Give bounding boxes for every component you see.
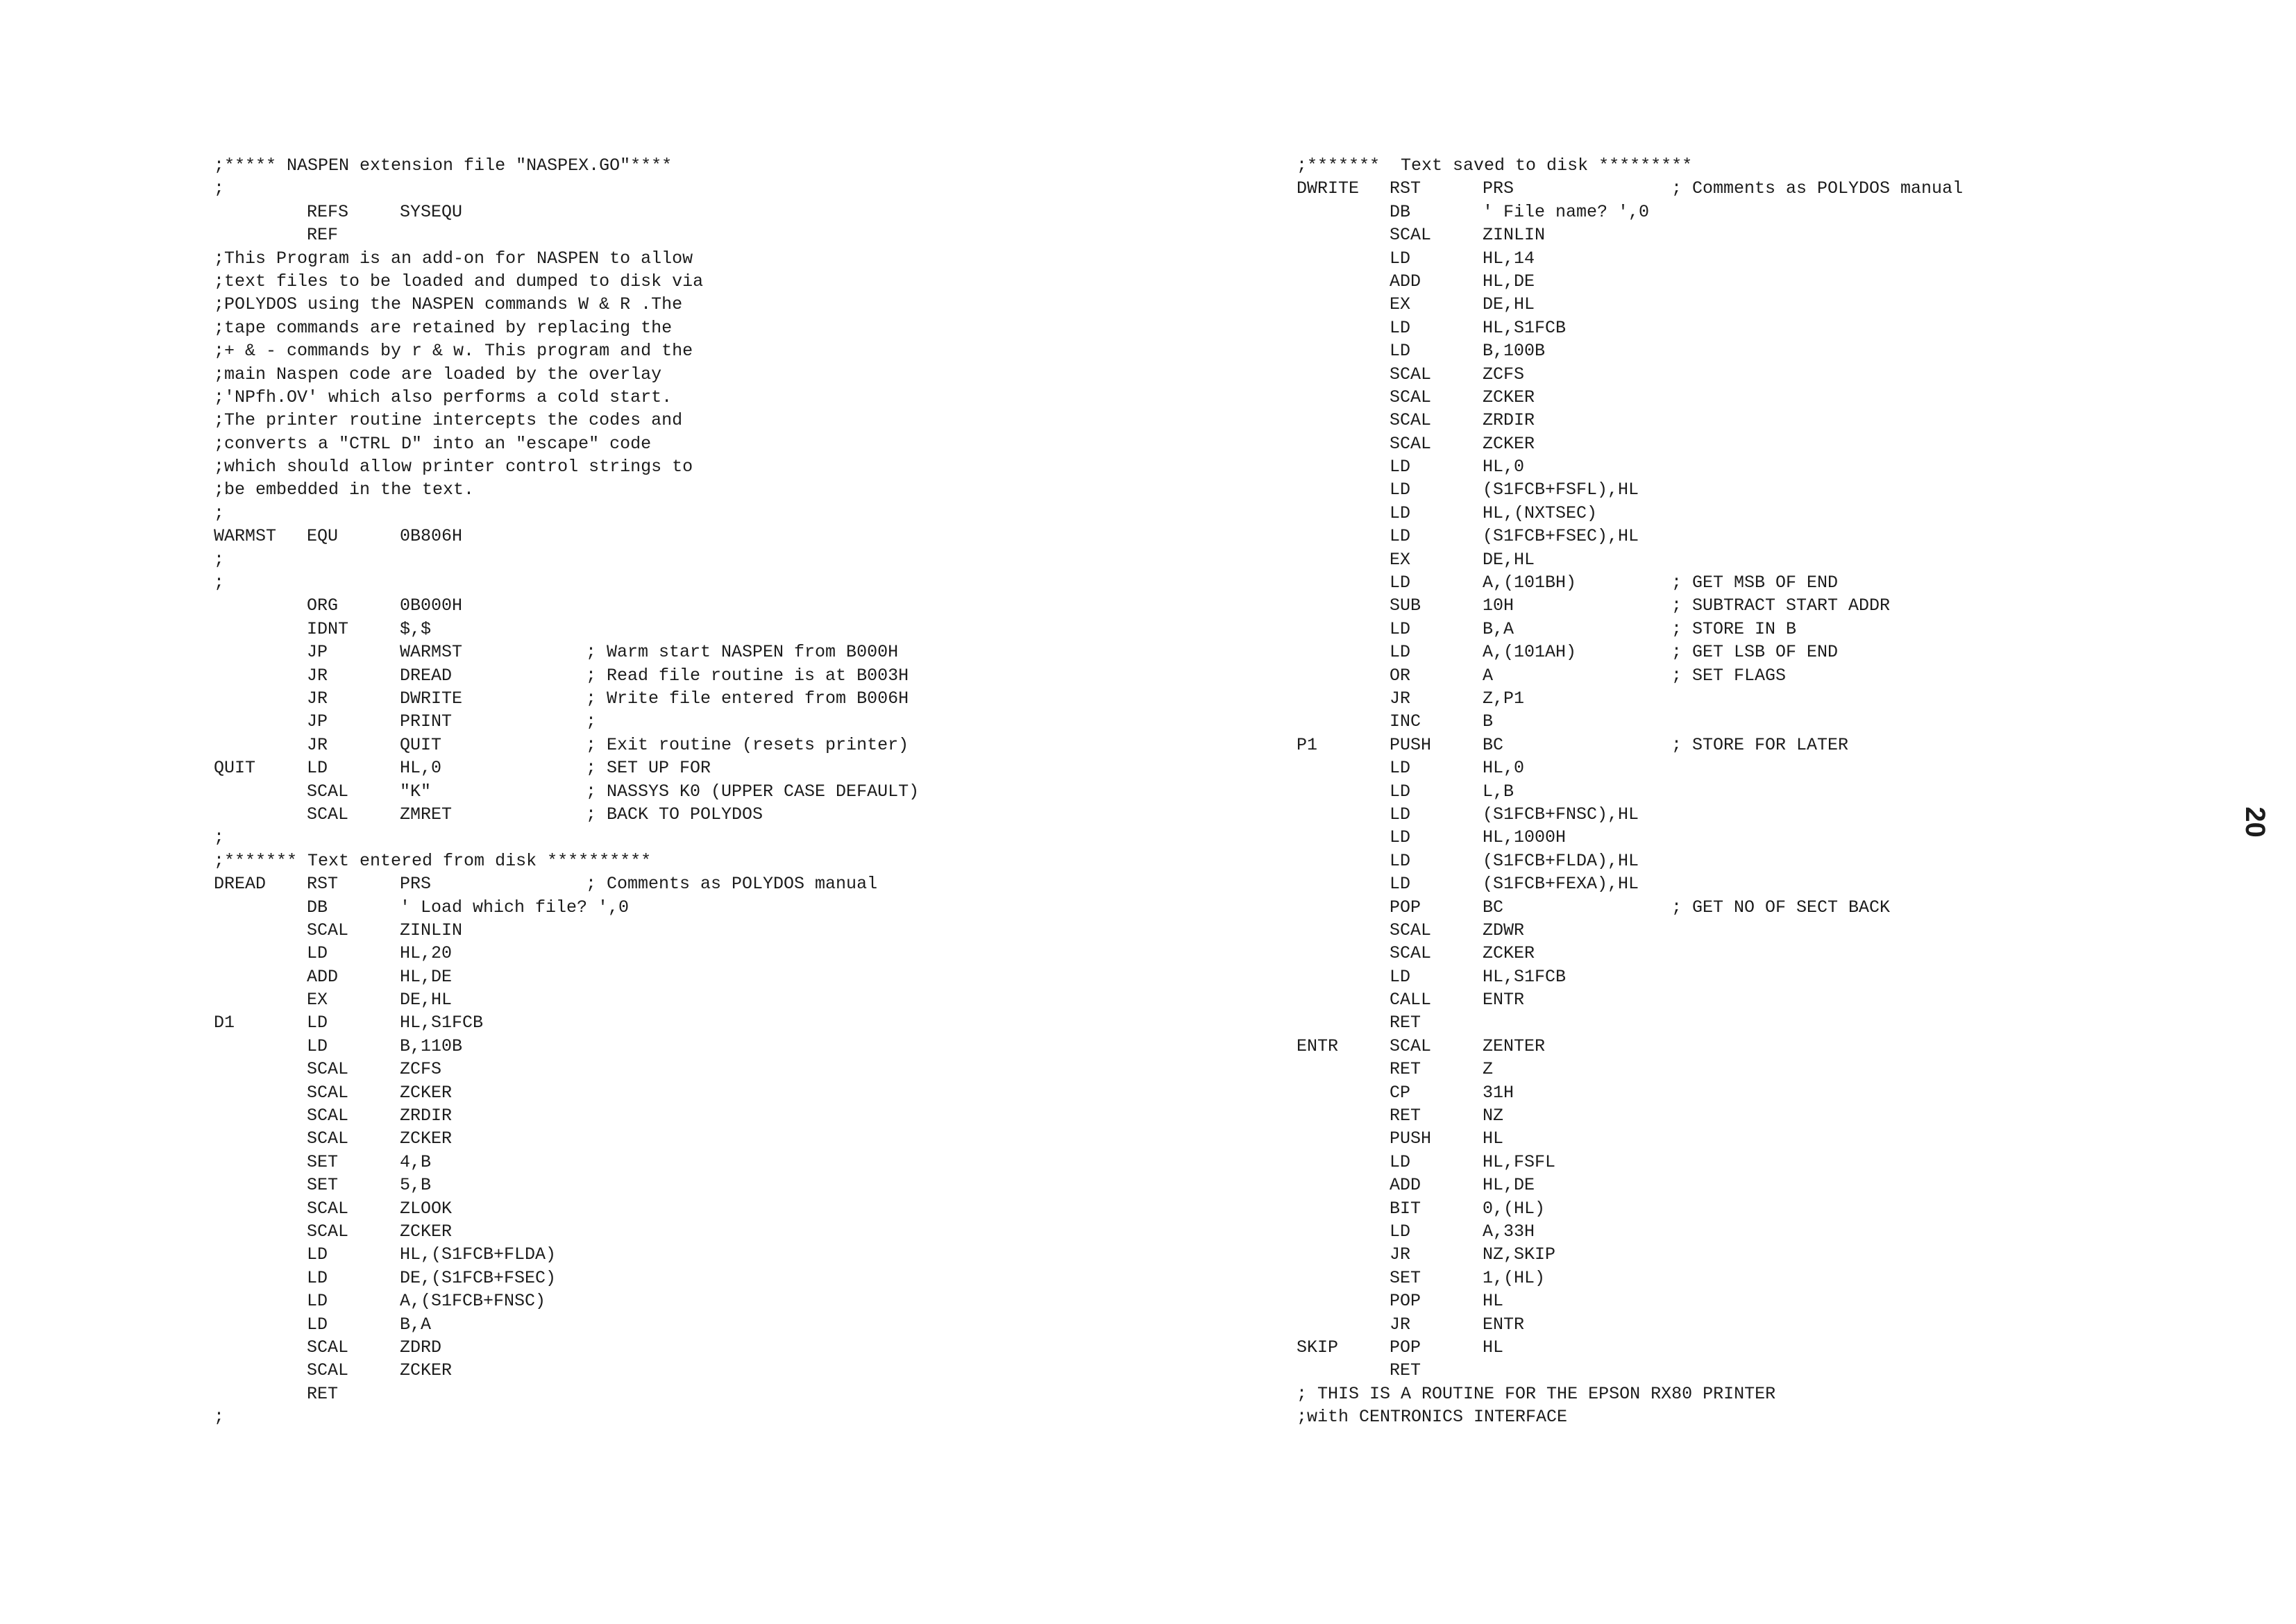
code-comment: ; GET NO OF SECT BACK xyxy=(1671,897,1891,917)
code-comment: ; SUBTRACT START ADDR xyxy=(1671,595,1891,616)
code-operand: ZENTER xyxy=(1483,1035,1546,1056)
code-opcode: EX xyxy=(307,990,328,1010)
comment-text: ;tape commands are retained by replacing the xyxy=(214,317,673,338)
code-opcode: CP xyxy=(1390,1082,1411,1103)
code-operand: HL,0 xyxy=(1483,457,1525,477)
code-operand: ZCFS xyxy=(400,1059,442,1080)
code-opcode: LD xyxy=(1390,758,1411,779)
code-operand: ZCKER xyxy=(1483,387,1535,407)
code-opcode: LD xyxy=(1390,1221,1411,1242)
code-operand: ZINLIN xyxy=(1483,225,1546,246)
code-opcode: LD xyxy=(1390,874,1411,895)
code-opcode: SCAL xyxy=(307,920,349,940)
code-opcode: RET xyxy=(307,1383,339,1404)
code-opcode: JP xyxy=(307,711,328,732)
code-comment: ; SET UP FOR xyxy=(586,758,711,779)
code-label: QUIT xyxy=(214,758,256,779)
comment-text: ; THIS IS A ROUTINE FOR THE EPSON RX80 PRINTER xyxy=(1297,1383,1776,1404)
code-opcode: JR xyxy=(1390,688,1411,709)
comment-text: ;******* Text saved to disk ********* xyxy=(1297,155,1693,176)
code-operand: L,B xyxy=(1483,781,1514,802)
code-opcode: LD xyxy=(307,1267,328,1288)
code-opcode: JR xyxy=(307,665,328,686)
code-operand: A,(S1FCB+FNSC) xyxy=(400,1291,546,1312)
code-label: ENTR xyxy=(1297,1035,1339,1056)
code-opcode: SET xyxy=(307,1175,339,1196)
code-operand: A,(101BH) xyxy=(1483,573,1577,593)
code-comment: ; Comments as POLYDOS manual xyxy=(586,874,878,895)
code-opcode: SCAL xyxy=(307,1128,349,1149)
code-opcode: LD xyxy=(1390,1151,1411,1172)
code-operand: DE,(S1FCB+FSEC) xyxy=(400,1267,557,1288)
code-opcode: LD xyxy=(307,1035,328,1056)
code-operand: HL,S1FCB xyxy=(1483,966,1567,987)
code-opcode: REFS xyxy=(307,201,349,222)
code-operand: 31H xyxy=(1483,1082,1514,1103)
code-operand: (S1FCB+FLDA),HL xyxy=(1483,850,1639,871)
code-operand: DREAD xyxy=(400,665,453,686)
code-opcode: SCAL xyxy=(307,1082,349,1103)
code-opcode: DB xyxy=(307,897,328,917)
code-operand: HL,DE xyxy=(1483,1175,1535,1196)
code-operand: WARMST xyxy=(400,642,463,663)
code-operand: HL xyxy=(1483,1291,1504,1312)
code-operand: HL,0 xyxy=(1483,758,1525,779)
code-operand: ' Load which file? ',0 xyxy=(400,897,630,917)
code-operand: ENTR xyxy=(1483,1314,1525,1335)
code-opcode: CALL xyxy=(1390,990,1432,1010)
code-opcode: SCAL xyxy=(307,781,349,802)
code-operand: 0B806H xyxy=(400,526,463,547)
code-operand: DWRITE xyxy=(400,688,463,709)
code-operand: $,$ xyxy=(400,618,432,639)
code-operand: ZCKER xyxy=(1483,943,1535,964)
code-opcode: LD xyxy=(1390,341,1411,362)
comment-text: ; xyxy=(214,502,225,523)
code-opcode: LD xyxy=(1390,573,1411,593)
code-comment: ; BACK TO POLYDOS xyxy=(586,804,763,824)
code-operand: PRS xyxy=(400,874,432,895)
comment-text: ;POLYDOS using the NASPEN commands W & R .The xyxy=(214,294,683,315)
code-operand: ZCKER xyxy=(400,1082,453,1103)
code-opcode: SCAL xyxy=(1390,920,1432,940)
code-operand: NZ xyxy=(1483,1106,1504,1126)
code-opcode: JR xyxy=(307,688,328,709)
code-opcode: EX xyxy=(1390,294,1411,315)
code-operand: ZCKER xyxy=(400,1360,453,1381)
comment-text: ;with CENTRONICS INTERFACE xyxy=(1297,1407,1568,1428)
code-operand: SYSEQU xyxy=(400,201,463,222)
code-operand: DE,HL xyxy=(1483,549,1535,570)
code-comment: ; SET FLAGS xyxy=(1671,665,1787,686)
code-opcode: LD xyxy=(1390,248,1411,269)
code-operand: (S1FCB+FSEC),HL xyxy=(1483,526,1639,547)
code-opcode: RST xyxy=(307,874,339,895)
code-opcode: SCAL xyxy=(1390,387,1432,407)
code-opcode: LD xyxy=(307,1244,328,1265)
comment-text: ;'NPfh.OV' which also performs a cold start. xyxy=(214,387,673,407)
code-opcode: SCAL xyxy=(307,1059,349,1080)
code-operand: HL,1000H xyxy=(1483,827,1567,848)
code-operand: HL,14 xyxy=(1483,248,1535,269)
code-opcode: ADD xyxy=(1390,271,1421,291)
code-opcode: JR xyxy=(1390,1314,1411,1335)
code-opcode: SCAL xyxy=(307,1198,349,1219)
code-operand: HL,DE xyxy=(1483,271,1535,291)
code-operand: ZCKER xyxy=(400,1221,453,1242)
code-opcode: SCAL xyxy=(307,1337,349,1357)
code-operand: HL,FSFL xyxy=(1483,1151,1556,1172)
code-opcode: ORG xyxy=(307,595,339,616)
code-operand: HL,(NXTSEC) xyxy=(1483,502,1598,523)
comment-text: ; xyxy=(214,178,225,199)
page-number: 20 xyxy=(2239,806,2270,838)
code-opcode: SCAL xyxy=(307,804,349,824)
code-operand: BC xyxy=(1483,734,1504,755)
code-operand: B xyxy=(1483,711,1494,732)
code-opcode: JR xyxy=(1390,1244,1411,1265)
comment-text: ;***** NASPEN extension file "NASPEX.GO"**** xyxy=(214,155,673,176)
code-opcode: LD xyxy=(1390,317,1411,338)
code-comment: ; GET LSB OF END xyxy=(1671,642,1839,663)
code-comment: ; GET MSB OF END xyxy=(1671,573,1839,593)
code-opcode: LD xyxy=(1390,781,1411,802)
comment-text: ;main Naspen code are loaded by the overlay xyxy=(214,364,662,384)
code-operand: QUIT xyxy=(400,734,442,755)
code-operand: Z xyxy=(1483,1059,1494,1080)
code-comment: ; Exit routine (resets printer) xyxy=(586,734,909,755)
code-operand: NZ,SKIP xyxy=(1483,1244,1556,1265)
code-operand: ZDWR xyxy=(1483,920,1525,940)
code-operand: ZCKER xyxy=(400,1128,453,1149)
code-opcode: LD xyxy=(1390,618,1411,639)
code-opcode: IDNT xyxy=(307,618,349,639)
code-operand: ZINLIN xyxy=(400,920,463,940)
code-operand: B,A xyxy=(400,1314,432,1335)
code-operand: ZDRD xyxy=(400,1337,442,1357)
code-operand: BC xyxy=(1483,897,1504,917)
code-opcode: LD xyxy=(1390,966,1411,987)
code-opcode: SCAL xyxy=(307,1221,349,1242)
code-opcode: LD xyxy=(1390,642,1411,663)
code-opcode: SCAL xyxy=(1390,1035,1432,1056)
code-operand: 0B000H xyxy=(400,595,463,616)
code-comment: ; Read file routine is at B003H xyxy=(586,665,909,686)
code-operand: (S1FCB+FEXA),HL xyxy=(1483,874,1639,895)
code-opcode: REF xyxy=(307,225,339,246)
code-operand: HL,S1FCB xyxy=(1483,317,1567,338)
code-operand: HL xyxy=(1483,1337,1504,1357)
code-opcode: LD xyxy=(1390,804,1411,824)
code-operand: HL,DE xyxy=(400,966,453,987)
comment-text: ;be embedded in the text. xyxy=(214,480,475,500)
comment-text: ; xyxy=(214,1407,225,1428)
code-opcode: RET xyxy=(1390,1013,1421,1033)
code-opcode: SCAL xyxy=(1390,364,1432,384)
code-opcode: POP xyxy=(1390,1291,1421,1312)
code-opcode: RET xyxy=(1390,1360,1421,1381)
code-opcode: PUSH xyxy=(1390,1128,1432,1149)
comment-text: ; xyxy=(214,827,225,848)
code-operand: DE,HL xyxy=(400,990,453,1010)
code-operand: 4,B xyxy=(400,1151,432,1172)
code-operand: 5,B xyxy=(400,1175,432,1196)
code-opcode: RST xyxy=(1390,178,1421,199)
code-opcode: SCAL xyxy=(307,1360,349,1381)
code-opcode: SCAL xyxy=(307,1106,349,1126)
comment-text: ;******* Text entered from disk ********** xyxy=(214,850,652,871)
code-label: P1 xyxy=(1297,734,1318,755)
code-operand: 10H xyxy=(1483,595,1514,616)
code-opcode: JP xyxy=(307,642,328,663)
code-opcode: ADD xyxy=(307,966,339,987)
code-operand: "K" xyxy=(400,781,432,802)
comment-text: ; xyxy=(214,573,225,593)
code-opcode: RET xyxy=(1390,1059,1421,1080)
code-opcode: LD xyxy=(307,943,328,964)
code-operand: DE,HL xyxy=(1483,294,1535,315)
code-label: DWRITE xyxy=(1297,178,1360,199)
code-operand: HL,0 xyxy=(400,758,442,779)
code-operand: 0,(HL) xyxy=(1483,1198,1546,1219)
code-operand: 1,(HL) xyxy=(1483,1267,1546,1288)
code-opcode: EX xyxy=(1390,549,1411,570)
code-opcode: BIT xyxy=(1390,1198,1421,1219)
code-label: WARMST xyxy=(214,526,277,547)
code-operand: ENTR xyxy=(1483,990,1525,1010)
code-operand: A xyxy=(1483,665,1494,686)
comment-text: ;text files to be loaded and dumped to disk via xyxy=(214,271,704,291)
code-opcode: RET xyxy=(1390,1106,1421,1126)
code-operand: HL xyxy=(1483,1128,1504,1149)
code-operand: ZCFS xyxy=(1483,364,1525,384)
code-opcode: SET xyxy=(1390,1267,1421,1288)
code-opcode: LD xyxy=(307,1291,328,1312)
code-operand: PRS xyxy=(1483,178,1514,199)
code-opcode: JR xyxy=(307,734,328,755)
code-comment: ; STORE IN B xyxy=(1671,618,1797,639)
code-operand: B,110B xyxy=(400,1035,463,1056)
code-operand: ZCKER xyxy=(1483,433,1535,454)
code-opcode: LD xyxy=(1390,502,1411,523)
code-opcode: DB xyxy=(1390,201,1411,222)
comment-text: ;which should allow printer control strings to xyxy=(214,457,693,477)
comment-text: ;converts a "CTRL D" into an "escape" code xyxy=(214,433,652,454)
code-operand: (S1FCB+FSFL),HL xyxy=(1483,480,1639,500)
comment-text: ; xyxy=(214,549,225,570)
code-opcode: SET xyxy=(307,1151,339,1172)
code-opcode: OR xyxy=(1390,665,1411,686)
code-operand: (S1FCB+FNSC),HL xyxy=(1483,804,1639,824)
code-operand: PRINT xyxy=(400,711,453,732)
code-operand: ZMRET xyxy=(400,804,453,824)
code-operand: HL,(S1FCB+FLDA) xyxy=(400,1244,557,1265)
code-opcode: LD xyxy=(1390,827,1411,848)
code-comment: ; Comments as POLYDOS manual xyxy=(1671,178,1964,199)
code-opcode: LD xyxy=(307,1314,328,1335)
code-label: SKIP xyxy=(1297,1337,1339,1357)
code-label: D1 xyxy=(214,1013,235,1033)
code-opcode: PUSH xyxy=(1390,734,1432,755)
code-operand: A,(101AH) xyxy=(1483,642,1577,663)
code-opcode: POP xyxy=(1390,897,1421,917)
code-opcode: LD xyxy=(1390,526,1411,547)
code-operand: ' File name? ',0 xyxy=(1483,201,1650,222)
code-opcode: ADD xyxy=(1390,1175,1421,1196)
comment-text: ;This Program is an add-on for NASPEN to allow xyxy=(214,248,693,269)
code-operand: Z,P1 xyxy=(1483,688,1525,709)
comment-text: ;The printer routine intercepts the codes and xyxy=(214,410,683,431)
code-operand: ZRDIR xyxy=(400,1106,453,1126)
code-opcode: LD xyxy=(307,1013,328,1033)
code-opcode: SCAL xyxy=(1390,943,1432,964)
code-comment: ; Write file entered from B006H xyxy=(586,688,909,709)
code-label: DREAD xyxy=(214,874,267,895)
code-opcode: LD xyxy=(1390,850,1411,871)
code-operand: B,100B xyxy=(1483,341,1546,362)
code-opcode: SCAL xyxy=(1390,410,1432,431)
code-opcode: SCAL xyxy=(1390,225,1432,246)
code-operand: HL,20 xyxy=(400,943,453,964)
code-opcode: INC xyxy=(1390,711,1421,732)
code-opcode: LD xyxy=(1390,457,1411,477)
code-opcode: SCAL xyxy=(1390,433,1432,454)
code-opcode: POP xyxy=(1390,1337,1421,1357)
code-comment: ; STORE FOR LATER xyxy=(1671,734,1849,755)
code-operand: B,A xyxy=(1483,618,1514,639)
code-comment: ; xyxy=(586,711,597,732)
code-comment: ; NASSYS K0 (UPPER CASE DEFAULT) xyxy=(586,781,920,802)
code-opcode: EQU xyxy=(307,526,339,547)
code-opcode: LD xyxy=(1390,480,1411,500)
code-operand: A,33H xyxy=(1483,1221,1535,1242)
code-operand: ZRDIR xyxy=(1483,410,1535,431)
code-comment: ; Warm start NASPEN from B000H xyxy=(586,642,899,663)
code-operand: HL,S1FCB xyxy=(400,1013,484,1033)
code-operand: ZLOOK xyxy=(400,1198,453,1219)
code-opcode: LD xyxy=(307,758,328,779)
comment-text: ;+ & - commands by r & w. This program and the xyxy=(214,341,693,362)
code-opcode: SUB xyxy=(1390,595,1421,616)
